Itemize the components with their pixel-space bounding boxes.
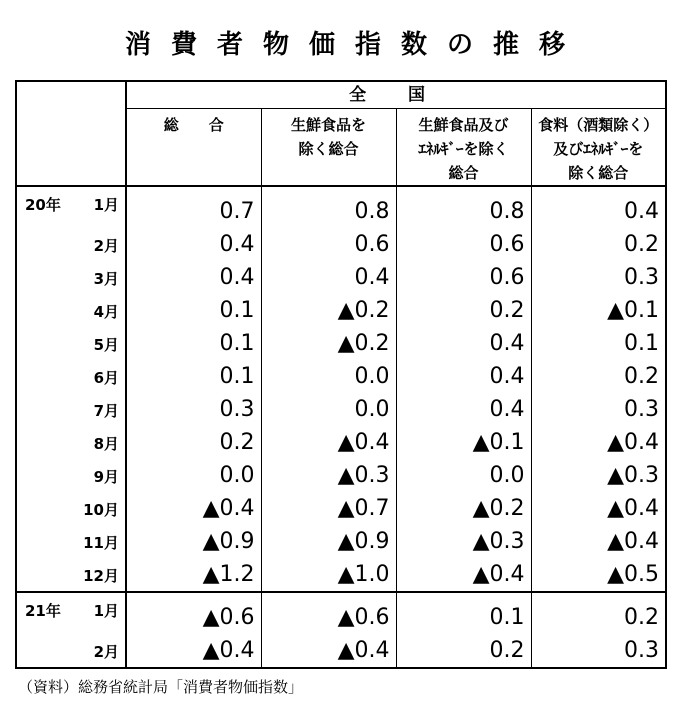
column-header-line: ｴﾈﾙｷﾞｰを除く <box>418 140 509 158</box>
header-corner-cell <box>16 81 126 186</box>
value-cell: 0.7 <box>126 186 261 228</box>
month-label: 7月 <box>93 402 119 420</box>
row-label-cell <box>16 426 126 459</box>
page-title: 消費者物価指数の推移 <box>124 30 585 60</box>
value-cell: ▲0.4 <box>126 492 261 525</box>
column-header-line: 生鮮食品を <box>290 116 366 134</box>
table-row <box>16 426 666 459</box>
table-row <box>16 634 666 668</box>
value-cell: 0.2 <box>531 360 666 393</box>
table-row <box>16 228 666 261</box>
table-row <box>16 393 666 426</box>
value-cell: ▲0.6 <box>126 592 261 634</box>
value-cell: 0.6 <box>396 228 531 261</box>
value-cell: 0.1 <box>396 592 531 634</box>
value-cell: 0.3 <box>531 634 666 668</box>
month-label: 12月 <box>83 567 119 585</box>
value-cell: 0.4 <box>126 228 261 261</box>
value-cell: ▲0.1 <box>531 294 666 327</box>
value-cell: 0.2 <box>126 426 261 459</box>
value-cell: 0.4 <box>531 186 666 228</box>
row-label-cell <box>16 459 126 492</box>
value-cell: ▲0.2 <box>261 294 396 327</box>
value-cell: 0.6 <box>396 261 531 294</box>
value-cell: 0.3 <box>531 393 666 426</box>
value-cell: 0.3 <box>126 393 261 426</box>
value-cell: 0.4 <box>396 327 531 360</box>
value-cell: 0.8 <box>396 186 531 228</box>
cpi-table <box>15 80 667 669</box>
value-cell: ▲0.4 <box>126 634 261 668</box>
value-cell: 0.1 <box>126 360 261 393</box>
month-label: 3月 <box>93 270 119 288</box>
value-cell: ▲0.4 <box>396 558 531 592</box>
month-label: 1月 <box>93 602 119 620</box>
column-header-3 <box>396 109 531 187</box>
value-cell: 0.6 <box>261 228 396 261</box>
year-label: 20年 <box>25 196 61 214</box>
value-cell: ▲0.4 <box>531 525 666 558</box>
row-label-cell <box>16 393 126 426</box>
column-header-line: 総合 <box>448 164 479 182</box>
value-cell: ▲0.3 <box>396 525 531 558</box>
row-label-cell <box>16 492 126 525</box>
value-cell: ▲1.0 <box>261 558 396 592</box>
row-label-cell <box>16 525 126 558</box>
value-cell: 0.2 <box>531 592 666 634</box>
month-label: 8月 <box>93 435 119 453</box>
value-cell: 0.0 <box>396 459 531 492</box>
row-label-cell <box>16 360 126 393</box>
row-label-cell <box>16 294 126 327</box>
row-label-cell <box>16 634 126 668</box>
value-cell: 0.0 <box>126 459 261 492</box>
row-label-cell <box>16 186 126 228</box>
value-cell: ▲0.4 <box>261 634 396 668</box>
value-cell: 0.0 <box>261 393 396 426</box>
value-cell: ▲1.2 <box>126 558 261 592</box>
value-cell: 0.4 <box>396 393 531 426</box>
value-cell: 0.2 <box>531 228 666 261</box>
table-row <box>16 592 666 634</box>
region-header: 全 国 <box>126 81 666 109</box>
column-header-line: 生鮮食品及び <box>418 116 509 134</box>
row-label-cell <box>16 261 126 294</box>
row-label-cell <box>16 592 126 634</box>
value-cell: 0.3 <box>531 261 666 294</box>
month-label: 2月 <box>93 643 119 661</box>
column-header-line: 及びｴﾈﾙｷﾞｰを <box>553 140 644 158</box>
value-cell: 0.4 <box>261 261 396 294</box>
value-cell: ▲0.2 <box>396 492 531 525</box>
month-label: 10月 <box>83 501 119 519</box>
value-cell: 0.4 <box>126 261 261 294</box>
value-cell: 0.1 <box>126 327 261 360</box>
value-cell: 0.4 <box>396 360 531 393</box>
value-cell: ▲0.2 <box>261 327 396 360</box>
column-header-line: 食料（酒類除く） <box>538 116 659 134</box>
row-label-cell <box>16 327 126 360</box>
value-cell: 0.1 <box>126 294 261 327</box>
table-row <box>16 459 666 492</box>
value-cell: ▲0.4 <box>531 426 666 459</box>
year-label: 21年 <box>25 602 61 620</box>
source-note: （資料）総務省統計局「消費者物価指数」 <box>18 678 304 696</box>
table-row <box>16 261 666 294</box>
value-cell: ▲0.6 <box>261 592 396 634</box>
table-row <box>16 327 666 360</box>
value-cell: 0.2 <box>396 634 531 668</box>
table-row <box>16 492 666 525</box>
value-cell: ▲0.3 <box>261 459 396 492</box>
value-cell: ▲0.1 <box>396 426 531 459</box>
value-cell: ▲0.4 <box>261 426 396 459</box>
value-cell: ▲0.9 <box>126 525 261 558</box>
table-row <box>16 558 666 592</box>
column-header-line: 除く総合 <box>568 164 629 182</box>
table-row <box>16 525 666 558</box>
value-cell: 0.2 <box>396 294 531 327</box>
column-header-line: 総 合 <box>163 116 224 134</box>
value-cell: ▲0.3 <box>531 459 666 492</box>
month-label: 11月 <box>83 534 119 552</box>
column-header-2 <box>261 109 396 187</box>
column-header-1 <box>126 109 261 187</box>
value-cell: ▲0.7 <box>261 492 396 525</box>
table-row <box>16 360 666 393</box>
value-cell: 0.1 <box>531 327 666 360</box>
month-label: 4月 <box>93 303 119 321</box>
column-header-line: 除く総合 <box>298 140 359 158</box>
month-label: 5月 <box>93 336 119 354</box>
value-cell: 0.8 <box>261 186 396 228</box>
month-label: 6月 <box>93 369 119 387</box>
value-cell: ▲0.5 <box>531 558 666 592</box>
row-label-cell <box>16 228 126 261</box>
header-region-row <box>16 81 666 109</box>
row-label-cell <box>16 558 126 592</box>
value-cell: ▲0.9 <box>261 525 396 558</box>
month-label: 9月 <box>93 468 119 486</box>
month-label: 1月 <box>93 196 119 214</box>
value-cell: 0.0 <box>261 360 396 393</box>
column-header-4 <box>531 109 666 187</box>
table-row <box>16 186 666 228</box>
value-cell: ▲0.4 <box>531 492 666 525</box>
table-row <box>16 294 666 327</box>
month-label: 2月 <box>93 237 119 255</box>
